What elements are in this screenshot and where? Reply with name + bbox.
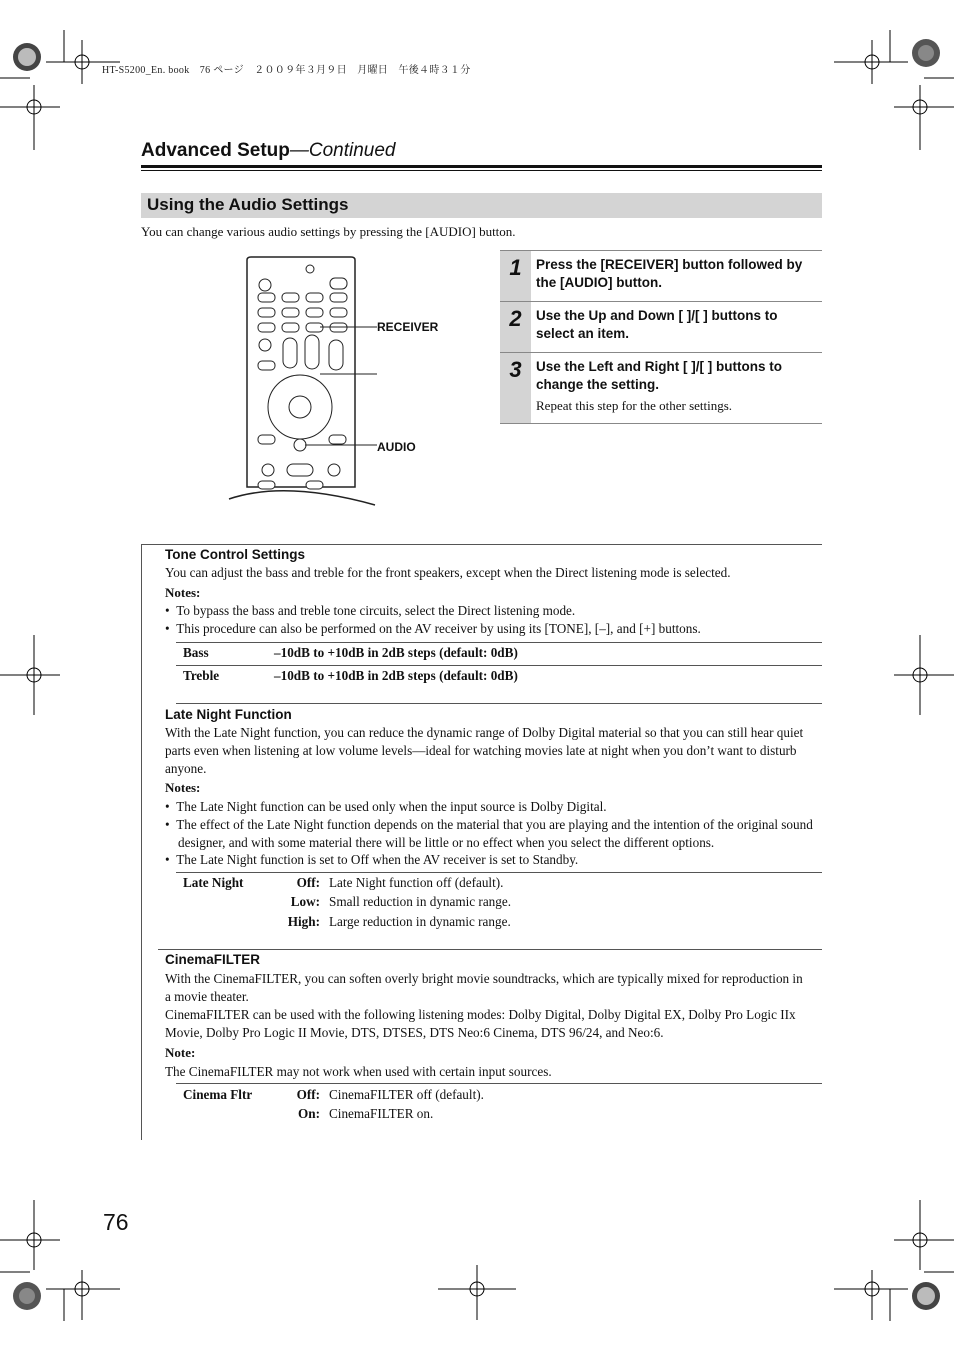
step-number: 1 bbox=[500, 251, 531, 301]
panel-left-border bbox=[141, 544, 142, 1140]
step-1 bbox=[500, 251, 822, 302]
panel-top-border bbox=[141, 544, 822, 545]
page-number: 76 bbox=[103, 1209, 129, 1235]
book-info: HT-S5200_En. book 76 ページ ２００９年３月９日 月曜日 午後４時３１分 bbox=[102, 65, 471, 76]
tone-row-value: –10dB to +10dB in 2dB steps (default: 0dB) bbox=[274, 668, 518, 683]
table-rule bbox=[176, 703, 822, 704]
tone-note: • This procedure can also be performed on the AV receiver by using its [TONE], [–], and [+] buttons. bbox=[165, 621, 701, 636]
table-rule bbox=[176, 642, 822, 643]
late-night-paragraph: With the Late Night function, you can reduce the dynamic range of Dolby Digital material so that you can still hear quiet parts even when listening at low volume levels—ideal for watching movies late at night when you don’t want to disturb anyone. bbox=[165, 725, 804, 776]
late-night-note: • The effect of the Late Night function depends on the material that you are playing and the intention of the original sound designer, and with some material there will be little or no effect when you select the different options. bbox=[165, 817, 813, 850]
header-rule-thin bbox=[141, 170, 822, 171]
section-title: Using the Audio Settings bbox=[147, 195, 349, 214]
step-text: Use the Left and Right [ ]/[ ] buttons to change the setting. bbox=[536, 359, 782, 392]
header-continued: —Continued bbox=[289, 140, 396, 161]
step-number: 3 bbox=[500, 353, 531, 423]
table-rule bbox=[176, 872, 822, 873]
tone-row-name: Bass bbox=[183, 645, 209, 660]
option-desc: Late Night function off (default). bbox=[329, 875, 504, 890]
section-rule bbox=[158, 949, 822, 950]
option-desc: Small reduction in dynamic range. bbox=[329, 894, 512, 909]
option-key: On: bbox=[298, 1106, 320, 1121]
option-key: Low: bbox=[290, 894, 320, 909]
late-night-note: • The Late Night function is set to Off when the AV receiver is set to Standby. bbox=[165, 852, 579, 867]
table-rule bbox=[176, 665, 822, 666]
intro-text: You can change various audio settings by pressing the [AUDIO] button. bbox=[141, 224, 516, 239]
cinema-note: The CinemaFILTER may not work when used with certain input sources. bbox=[165, 1064, 552, 1079]
header-title: Advanced Setup bbox=[141, 140, 290, 161]
step-3 bbox=[500, 353, 822, 424]
tone-heading: Tone Control Settings bbox=[165, 547, 305, 562]
late-night-setting-name: Late Night bbox=[183, 875, 244, 890]
cinema-setting-name: Cinema Fltr bbox=[183, 1087, 253, 1102]
step-subtext: Repeat this step for the other settings. bbox=[536, 398, 733, 413]
table-rule bbox=[176, 1083, 822, 1084]
receiver-label: RECEIVER bbox=[377, 320, 439, 334]
step-text: Press the [RECEIVER] button followed by the [AUDIO] button. bbox=[536, 257, 803, 290]
remote-control-illustration bbox=[225, 255, 385, 515]
tone-note: • To bypass the bass and treble tone circuits, select the Direct listening mode. bbox=[165, 603, 576, 618]
cinema-note-heading: Note: bbox=[165, 1045, 196, 1060]
option-desc: CinemaFILTER on. bbox=[329, 1106, 434, 1121]
cinema-paragraph: With the CinemaFILTER, you can soften overly bright movie soundtracks, which are typically mixed for reproduction in a movie theater. bbox=[165, 971, 803, 1004]
steps-list bbox=[500, 250, 822, 424]
step-2 bbox=[500, 302, 822, 353]
option-key: High: bbox=[287, 914, 320, 929]
audio-label: AUDIO bbox=[377, 440, 416, 454]
tone-paragraph: You can adjust the bass and treble for the front speakers, except when the Direct listening mode is selected. bbox=[165, 565, 731, 580]
tone-row-name: Treble bbox=[183, 668, 220, 683]
tone-row-value: –10dB to +10dB in 2dB steps (default: 0dB) bbox=[274, 645, 518, 660]
option-key: Off: bbox=[296, 875, 320, 890]
step-text: Use the Up and Down [ ]/[ ] buttons to select an item. bbox=[536, 308, 778, 341]
option-desc: Large reduction in dynamic range. bbox=[329, 914, 511, 929]
option-desc: CinemaFILTER off (default). bbox=[329, 1087, 484, 1102]
step-number: 2 bbox=[500, 302, 531, 352]
tone-notes-heading: Notes: bbox=[165, 585, 201, 600]
late-night-heading: Late Night Function bbox=[165, 707, 292, 722]
cinema-paragraph: CinemaFILTER can be used with the following listening modes: Dolby Digital, Dolby Digital EX, Dolby Pro Logic IIx Movie, Dolby Pro Logic II Movie, DTS, DTSES, DTS Neo:6 Cinema, DTS 96/24, and Neo:6. bbox=[165, 1007, 796, 1040]
late-night-notes-heading: Notes: bbox=[165, 780, 201, 795]
header-rule bbox=[141, 165, 822, 168]
cinema-heading: CinemaFILTER bbox=[165, 952, 261, 967]
late-night-note: • The Late Night function can be used only when the input source is Dolby Digital. bbox=[165, 799, 607, 814]
option-key: Off: bbox=[296, 1087, 320, 1102]
page-header bbox=[141, 140, 396, 162]
